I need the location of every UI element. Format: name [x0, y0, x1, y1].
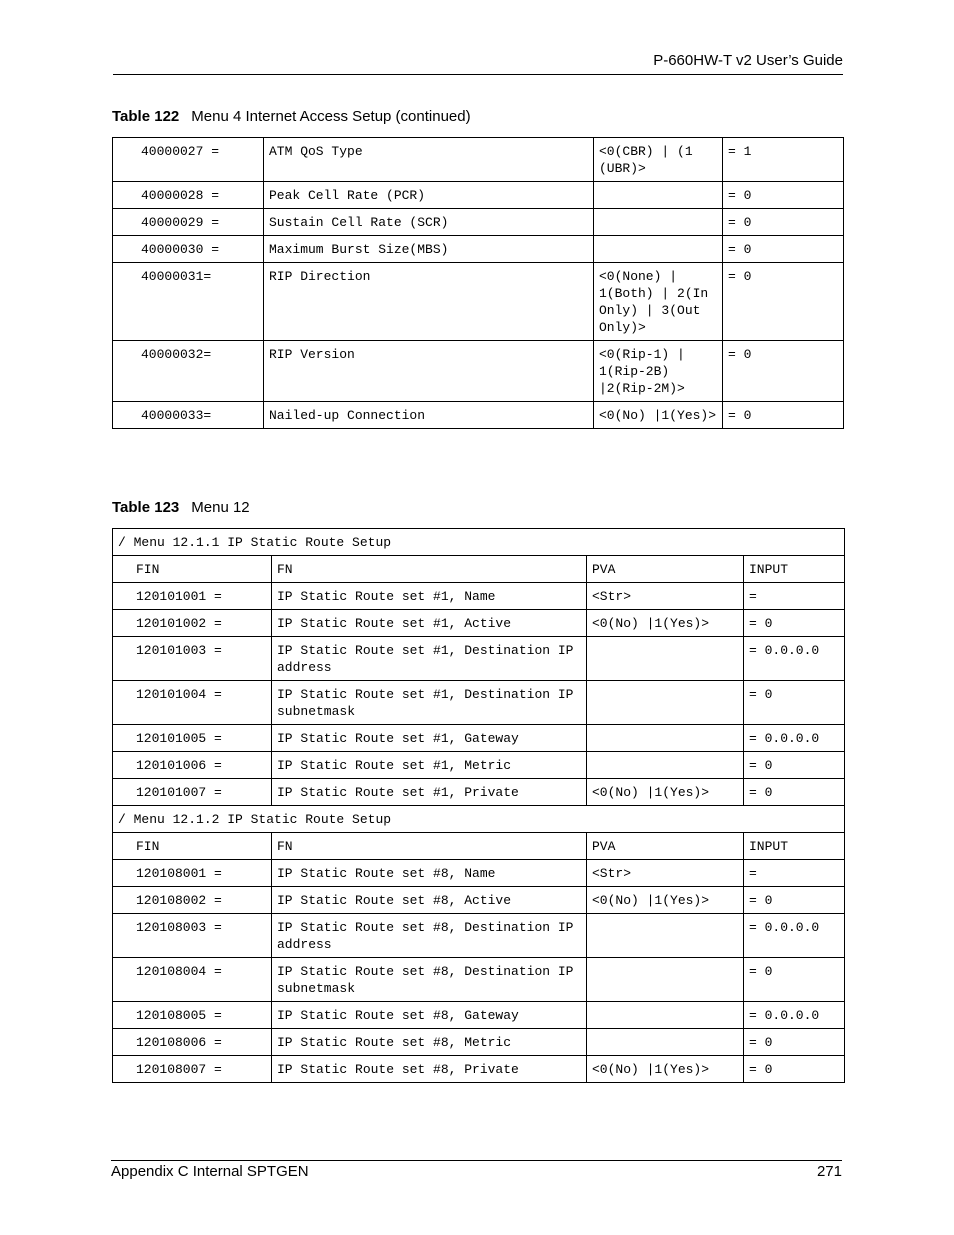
input-cell: = 0	[723, 341, 844, 402]
input-cell: = 0	[744, 887, 845, 914]
input-cell: = 0	[744, 779, 845, 806]
fn-cell: IP Static Route set #1, Metric	[272, 752, 587, 779]
pva-cell: <0(None) | 1(Both) | 2(In Only) | 3(Out Only)>	[594, 263, 723, 341]
fin-cell: 40000029 =	[113, 209, 264, 236]
input-header: INPUT	[744, 556, 845, 583]
section-heading-row	[113, 806, 845, 833]
section-heading: / Menu 12.1.1 IP Static Route Setup	[113, 529, 845, 556]
table-row	[113, 209, 844, 236]
fn-cell: IP Static Route set #1, Gateway	[272, 725, 587, 752]
fn-cell: IP Static Route set #1, Destination IP subnetmask	[272, 681, 587, 725]
input-cell: = 0.0.0.0	[744, 637, 845, 681]
fn-cell: Maximum Burst Size(MBS)	[264, 236, 594, 263]
fin-cell: 120108004 =	[113, 958, 272, 1002]
column-header-row	[113, 556, 845, 583]
table-122-title: Menu 4 Internet Access Setup (continued)	[191, 108, 471, 125]
fin-cell: 120101001 =	[113, 583, 272, 610]
table-row	[113, 402, 844, 429]
table-row	[113, 860, 845, 887]
table-row	[113, 958, 845, 1002]
pva-cell: <0(No) |1(Yes)>	[587, 779, 744, 806]
input-cell: = 0	[723, 263, 844, 341]
page-number: 271	[816, 1163, 842, 1180]
fn-header: FN	[272, 556, 587, 583]
section-heading-row	[113, 529, 845, 556]
input-cell: = 0.0.0.0	[744, 914, 845, 958]
section-heading: / Menu 12.1.2 IP Static Route Setup	[113, 806, 845, 833]
pva-cell	[587, 681, 744, 725]
input-header: INPUT	[744, 833, 845, 860]
fn-cell: IP Static Route set #8, Gateway	[272, 1002, 587, 1029]
fn-cell: Nailed-up Connection	[264, 402, 594, 429]
pva-cell: <0(Rip-1) | 1(Rip-2B) |2(Rip-2M)>	[594, 341, 723, 402]
table-123-title: Menu 12	[191, 499, 250, 516]
guide-title: P-660HW-T v2 User’s Guide	[653, 52, 843, 69]
pva-cell: <Str>	[587, 583, 744, 610]
pva-header: PVA	[587, 833, 744, 860]
table-row	[113, 681, 845, 725]
fin-cell: 120101003 =	[113, 637, 272, 681]
input-cell: = 0	[723, 182, 844, 209]
fin-cell: 40000030 =	[113, 236, 264, 263]
table-123-caption	[112, 499, 250, 516]
input-cell: = 0	[744, 1029, 845, 1056]
fin-header: FIN	[113, 833, 272, 860]
pva-cell	[587, 725, 744, 752]
fn-cell: RIP Direction	[264, 263, 594, 341]
table-row	[113, 1029, 845, 1056]
column-header-row	[113, 833, 845, 860]
fn-cell: IP Static Route set #8, Name	[272, 860, 587, 887]
footer-section: Appendix C Internal SPTGEN	[111, 1163, 309, 1180]
page-footer	[111, 1160, 842, 1185]
pva-cell	[587, 914, 744, 958]
pva-cell	[594, 236, 723, 263]
input-cell: =	[744, 583, 845, 610]
fn-cell: Sustain Cell Rate (SCR)	[264, 209, 594, 236]
table-row	[113, 914, 845, 958]
table-row	[113, 236, 844, 263]
pva-cell: <0(No) |1(Yes)>	[587, 1056, 744, 1083]
input-cell: = 0	[744, 681, 845, 725]
fin-header: FIN	[113, 556, 272, 583]
input-cell: = 0	[723, 402, 844, 429]
table-row	[113, 1056, 845, 1083]
fin-cell: 120108005 =	[113, 1002, 272, 1029]
pva-header: PVA	[587, 556, 744, 583]
fin-cell: 40000033=	[113, 402, 264, 429]
input-cell: = 0.0.0.0	[744, 1002, 845, 1029]
input-cell: = 0	[723, 236, 844, 263]
fin-cell: 120101004 =	[113, 681, 272, 725]
table-123-label: Table 123	[112, 499, 180, 516]
fn-cell: IP Static Route set #1, Destination IP address	[272, 637, 587, 681]
table-row	[113, 583, 845, 610]
pva-cell: <0(No) |1(Yes)>	[587, 610, 744, 637]
table-row	[113, 263, 844, 341]
fin-cell: 120101006 =	[113, 752, 272, 779]
fin-cell: 40000032=	[113, 341, 264, 402]
input-cell: = 1	[723, 138, 844, 182]
fn-cell: IP Static Route set #8, Metric	[272, 1029, 587, 1056]
table-row	[113, 779, 845, 806]
input-cell: = 0	[744, 1056, 845, 1083]
fn-cell: ATM QoS Type	[264, 138, 594, 182]
fn-cell: IP Static Route set #8, Private	[272, 1056, 587, 1083]
table-row	[113, 752, 845, 779]
fin-cell: 40000031=	[113, 263, 264, 341]
fin-cell: 120108007 =	[113, 1056, 272, 1083]
pva-cell: <0(CBR) | (1 (UBR)>	[594, 138, 723, 182]
fin-cell: 120108001 =	[113, 860, 272, 887]
table-row	[113, 610, 845, 637]
fin-cell: 120101002 =	[113, 610, 272, 637]
input-cell: = 0	[744, 958, 845, 1002]
pva-cell	[587, 637, 744, 681]
table-row	[113, 887, 845, 914]
table-122	[112, 137, 844, 429]
table-123	[112, 528, 845, 1083]
fin-cell: 40000028 =	[113, 182, 264, 209]
fn-cell: IP Static Route set #1, Active	[272, 610, 587, 637]
fn-cell: IP Static Route set #8, Active	[272, 887, 587, 914]
table-122-label: Table 122	[112, 108, 180, 125]
pva-cell: <0(No) |1(Yes)>	[587, 887, 744, 914]
fin-cell: 120108002 =	[113, 887, 272, 914]
table-122-caption	[112, 108, 471, 125]
fn-cell: IP Static Route set #1, Private	[272, 779, 587, 806]
table-row	[113, 637, 845, 681]
table-row	[113, 341, 844, 402]
fin-cell: 120101005 =	[113, 725, 272, 752]
fn-header: FN	[272, 833, 587, 860]
pva-cell: <0(No) |1(Yes)>	[594, 402, 723, 429]
fin-cell: 120101007 =	[113, 779, 272, 806]
pva-cell	[587, 752, 744, 779]
pva-cell	[587, 1002, 744, 1029]
fn-cell: Peak Cell Rate (PCR)	[264, 182, 594, 209]
pva-cell	[594, 182, 723, 209]
page-header	[113, 50, 843, 75]
fn-cell: IP Static Route set #8, Destination IP subnetmask	[272, 958, 587, 1002]
input-cell: =	[744, 860, 845, 887]
pva-cell	[587, 1029, 744, 1056]
pva-cell: <Str>	[587, 860, 744, 887]
fin-cell: 40000027 =	[113, 138, 264, 182]
input-cell: = 0.0.0.0	[744, 725, 845, 752]
fin-cell: 120108003 =	[113, 914, 272, 958]
fn-cell: IP Static Route set #1, Name	[272, 583, 587, 610]
pva-cell	[594, 209, 723, 236]
input-cell: = 0	[723, 209, 844, 236]
table-row	[113, 1002, 845, 1029]
table-row	[113, 182, 844, 209]
fn-cell: IP Static Route set #8, Destination IP address	[272, 914, 587, 958]
table-row	[113, 725, 845, 752]
fn-cell: RIP Version	[264, 341, 594, 402]
pva-cell	[587, 958, 744, 1002]
table-row	[113, 138, 844, 182]
fin-cell: 120108006 =	[113, 1029, 272, 1056]
input-cell: = 0	[744, 752, 845, 779]
input-cell: = 0	[744, 610, 845, 637]
